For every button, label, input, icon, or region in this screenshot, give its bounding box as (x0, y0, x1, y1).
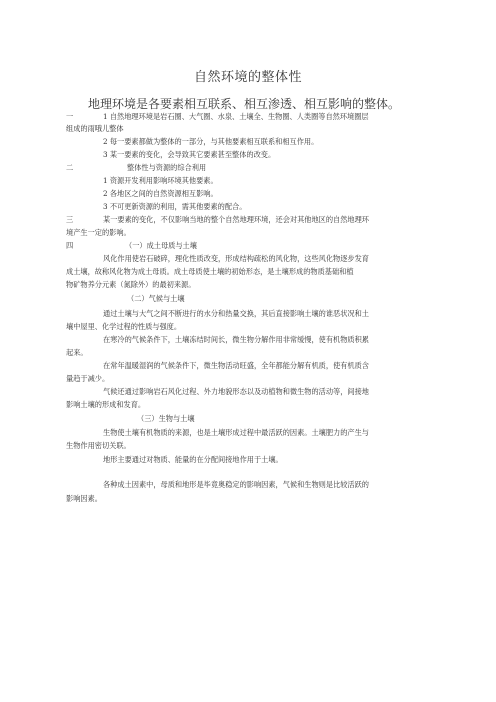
sec4-heading-3: （三）生物与土壤 (137, 414, 195, 423)
sec4-para1-line3: 物矿物养分元素（氮除外）的最初来源。 (66, 280, 196, 289)
sec1-point3: 3 某一要素的变化，会导致其它要素甚至整体的改变。 (103, 150, 276, 159)
sec4-para5-line2: 影响土壤的形成和发育。 (66, 400, 146, 409)
sec4-para6-line1: 生物使土壤有机物质的来源，也是土壤形成过程中最活跃的因素。土壤肥力的产生与 (103, 428, 369, 437)
sec4-para8-line2: 影响因素。 (66, 494, 102, 503)
section-marker-2: 二 (66, 163, 74, 172)
sec4-para7: 地形主要通过对物质、能量的在分配间接地作用于土壤。 (103, 455, 283, 464)
sec4-heading-1: （一）成土母质与土壤 (125, 241, 197, 250)
section-marker-4: 四 (66, 241, 74, 250)
sec4-para2-line1: 通过土壤与大气之间不断进行的水分和热量交换，其后直接影响土壤的谁恶状况和土 (103, 309, 369, 318)
sec1-point2: 2 每一要素都做为整体的一部分，与其他要素相互联系和相互作用。 (103, 137, 319, 146)
sec4-para4-line2: 量趋于减少。 (66, 374, 110, 383)
sec3-line1: 某一要素的变化，不仅影响当地的整个自然地理环境，还会对其他地区的自然地理环 (103, 215, 369, 224)
sec4-para2-line2: 壤中屋里、化学过程的性质与强度。 (66, 322, 182, 331)
sec4-para5-line1: 气候还通过影响岩石风化过程、外力地貌形态以及动植物和微生物的活动等，间接地 (103, 387, 369, 396)
sec1-point1-line2: 组成的雨哦儿整体 (66, 124, 124, 133)
sec4-para3-line1: 在寒冷的气候条件下，土壤冻结时间长，微生物分解作用非常缓慢，使有机物质积累 (103, 335, 369, 344)
section-marker-1: 一 (66, 112, 74, 121)
sec4-para1-line2: 成土壤，故称风化物为成土母质。成土母质使土壤的初始形态，是土壤形成的物质基础和植 (66, 267, 354, 276)
section-marker-3: 三 (66, 215, 74, 224)
sec1-point1-line1: 1 自然地理环境是岩石圈、大气圈、水泉、土壤全、生物圈、人类圈等自然环境圈层 (103, 112, 369, 121)
sec2-point2: 2 各地区之间的自然资源相互影响。 (103, 189, 218, 198)
sec4-para3-line2: 起来。 (66, 348, 88, 357)
sec2-point3: 3 不可更新资源的利用，需其他要素的配合。 (103, 202, 247, 211)
sec4-para4-line1: 在常年温暖湿润的气候条件下，微生物活动旺盛，全年都能分解有机质，使有机质含 (103, 361, 369, 370)
page-subtitle: 地理环境是各要素相互联系、相互渗透、相互影响的整体。 (88, 97, 401, 111)
sec2-point1: 1 资源开发利用影响环境其他要素。 (103, 176, 218, 185)
sec4-para6-line2: 生物作用密切关联。 (66, 441, 131, 450)
sec4-para1-line1: 风化作用使岩石破碎，理化性质改变，形成结构疏松的风化物，这些风化物逐步发育 (103, 254, 369, 263)
sec3-line2: 境产生一定的影响。 (66, 228, 131, 237)
sec4-para8-line1: 各种成土因素中，母质和地形是毕竟奥稳定的影响因素，气候和生物则是比较活跃的 (103, 480, 369, 489)
sec2-heading: 整体性与资源的综合利用 (127, 163, 207, 172)
page-title: 自然环境的整体性 (193, 70, 302, 85)
sec4-heading-2: （二）气候与土壤 (127, 294, 185, 303)
